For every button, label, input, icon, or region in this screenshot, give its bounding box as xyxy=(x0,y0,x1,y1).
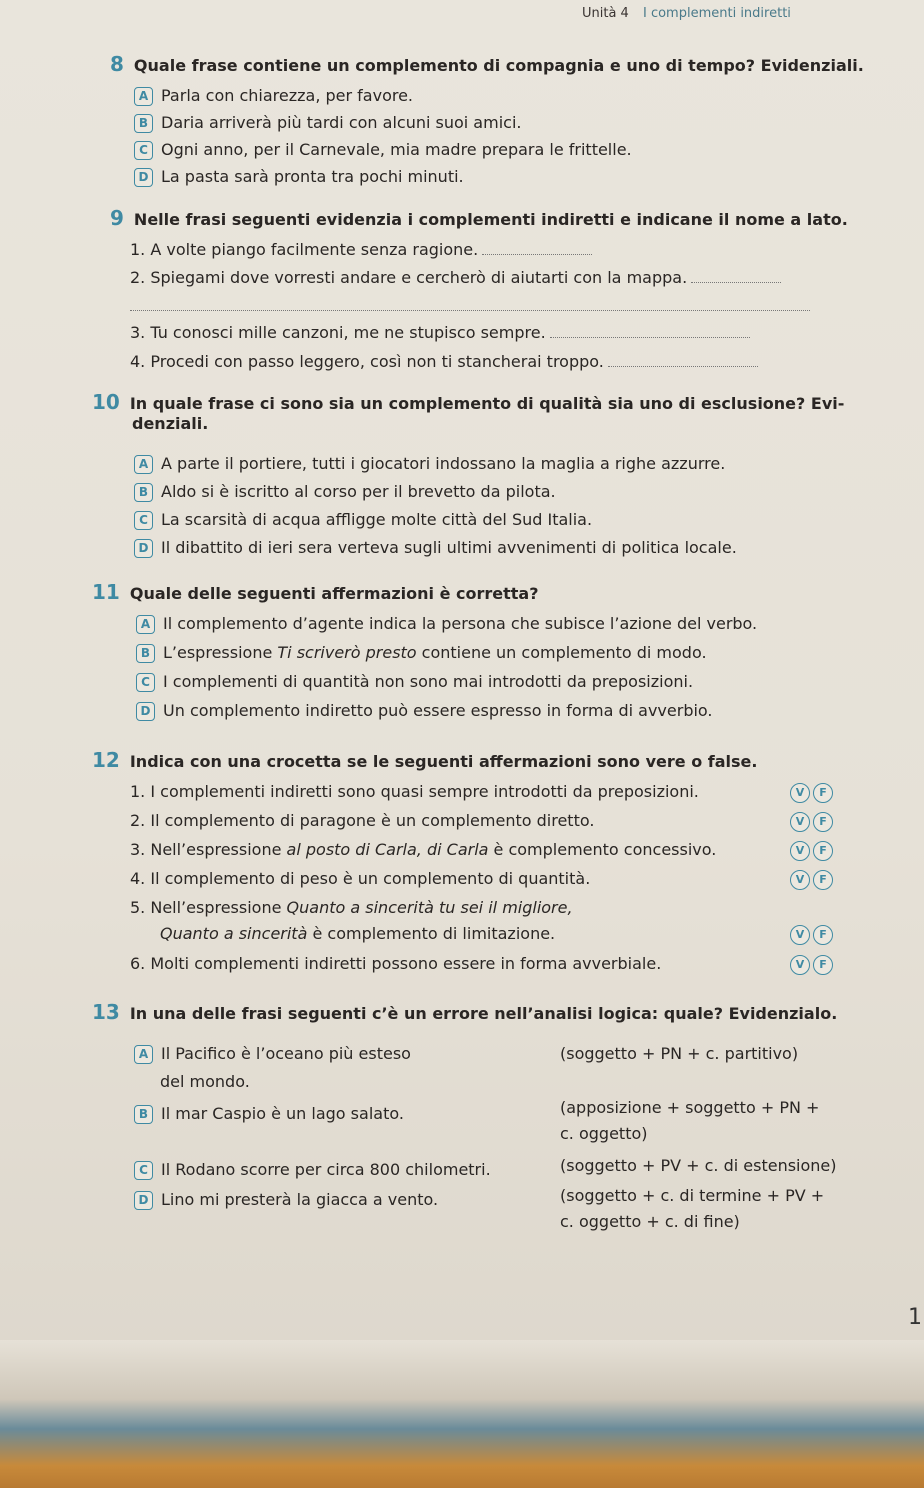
true-option[interactable]: V xyxy=(790,870,810,890)
option-letter: C xyxy=(136,673,155,692)
question-13 xyxy=(92,1000,837,1024)
q13-analysis-d: (soggetto + c. di termine + PV + xyxy=(560,1186,825,1205)
option-text: Un complemento indiretto può essere espresso in forma di avverbio. xyxy=(163,701,713,720)
true-option[interactable]: V xyxy=(790,925,810,945)
question-text: Nelle frasi seguenti evidenzia i complementi indiretti e indicane il nome a lato. xyxy=(133,210,848,229)
option-letter: D xyxy=(136,702,155,721)
q13-analysis-b: (apposizione + soggetto + PN + xyxy=(560,1098,820,1117)
item-text: 3. Tu conosci mille canzoni, me ne stupisco sempre. xyxy=(130,323,546,342)
option-letter: B xyxy=(134,1105,153,1124)
question-number: 10 xyxy=(92,390,120,414)
option-letter: A xyxy=(134,455,153,474)
false-option[interactable]: F xyxy=(813,812,833,832)
true-option[interactable]: V xyxy=(790,955,810,975)
question-10 xyxy=(92,390,844,414)
q12-statement-1: 1. I complementi indiretti sono quasi sempre introdotti da preposizioni. xyxy=(130,782,699,801)
q13-option-a[interactable] xyxy=(134,1044,411,1064)
page-header xyxy=(582,6,791,21)
item-text: 2. Spiegami dove vorresti andare e cercherò di aiutarti con la mappa. xyxy=(130,268,688,287)
option-letter: C xyxy=(134,511,153,530)
false-option[interactable]: F xyxy=(813,841,833,861)
option-text: I complementi di quantità non sono mai introdotti da preposizioni. xyxy=(163,672,694,691)
option-letter: B xyxy=(134,114,153,133)
statement-text: è complemento di limitazione. xyxy=(307,924,556,943)
item-text: 4. Procedi con passo leggero, così non ti stancherai troppo. xyxy=(130,352,604,371)
question-number: 12 xyxy=(92,748,120,772)
option-letter: A xyxy=(136,615,155,634)
vf-choice-3[interactable] xyxy=(790,841,833,861)
option-text: Aldo si è iscritto al corso per il brevetto da pilota. xyxy=(161,482,556,501)
option-text: Ogni anno, per il Carnevale, mia madre prepara le frittelle. xyxy=(161,140,632,159)
question-text: In quale frase ci sono sia un complemento di qualità sia uno di esclusione? Evi- xyxy=(129,394,845,413)
page-number: 1 xyxy=(908,1305,922,1330)
false-option[interactable]: F xyxy=(813,955,833,975)
q13-analysis-a: (soggetto + PN + c. partitivo) xyxy=(560,1044,799,1063)
q12-statement-5-cont xyxy=(160,924,555,943)
q11-option-d[interactable] xyxy=(136,701,713,721)
option-text: Parla con chiarezza, per favore. xyxy=(161,86,414,105)
q13-analysis-b-cont: c. oggetto) xyxy=(560,1124,648,1143)
q8-option-a[interactable] xyxy=(134,86,413,106)
true-option[interactable]: V xyxy=(790,783,810,803)
question-number: 8 xyxy=(110,52,124,76)
option-text: La pasta sarà pronta tra pochi minuti. xyxy=(161,167,464,186)
vf-choice-2[interactable] xyxy=(790,812,833,832)
q9-item-1[interactable] xyxy=(130,240,592,259)
q13-option-d[interactable] xyxy=(134,1190,438,1210)
q8-option-b[interactable] xyxy=(134,113,521,133)
statement-text-italic: Quanto a sincerità tu sei il migliore, xyxy=(286,898,573,917)
option-text: contiene un complemento di modo. xyxy=(416,643,707,662)
q9-item-3[interactable] xyxy=(130,323,750,342)
background-surface xyxy=(0,1340,924,1488)
question-text: Quale delle seguenti affermazioni è corretta? xyxy=(129,584,539,603)
question-text-cont: denziali. xyxy=(132,414,209,433)
vf-choice-5[interactable] xyxy=(790,925,833,945)
vf-choice-6[interactable] xyxy=(790,955,833,975)
q10-option-a[interactable] xyxy=(134,454,725,474)
statement-text: è complemento concessivo. xyxy=(488,840,717,859)
answer-blank[interactable] xyxy=(482,254,592,255)
q8-option-c[interactable] xyxy=(134,140,632,160)
q9-item-2[interactable] xyxy=(130,268,781,287)
statement-text: 5. Nell’espressione xyxy=(130,898,287,917)
option-text: Lino mi presterà la giacca a vento. xyxy=(161,1190,439,1209)
option-text-italic: Ti scriverò presto xyxy=(277,643,417,662)
q13-option-b[interactable] xyxy=(134,1104,404,1124)
q9-item-4[interactable] xyxy=(130,352,758,371)
question-number: 11 xyxy=(92,580,120,604)
option-text: Il Rodano scorre per circa 800 chilometri. xyxy=(161,1160,491,1179)
answer-blank[interactable] xyxy=(691,282,781,283)
option-letter: B xyxy=(134,483,153,502)
q13-option-c[interactable] xyxy=(134,1160,491,1180)
item-text: 1. A volte piango facilmente senza ragione. xyxy=(130,240,479,259)
answer-blank-line[interactable] xyxy=(130,296,810,311)
option-text: Il mar Caspio è un lago salato. xyxy=(161,1104,404,1123)
question-text: Indica con una crocetta se le seguenti affermazioni sono vere o false. xyxy=(129,752,758,771)
q12-statement-3 xyxy=(130,840,716,859)
q12-statement-2: 2. Il complemento di paragone è un complemento diretto. xyxy=(130,811,595,830)
vf-choice-1[interactable] xyxy=(790,783,833,803)
statement-text: 3. Nell’espressione xyxy=(130,840,287,859)
question-8 xyxy=(110,52,864,76)
statement-text-italic: al posto di Carla, di Carla xyxy=(286,840,489,859)
option-text: Il complemento d’agente indica la persona che subisce l’azione del verbo. xyxy=(163,614,758,633)
q11-option-c[interactable] xyxy=(136,672,693,692)
q8-option-d[interactable] xyxy=(134,167,464,187)
vf-choice-4[interactable] xyxy=(790,870,833,890)
q13-option-a-cont: del mondo. xyxy=(160,1072,250,1091)
question-number: 13 xyxy=(92,1000,120,1024)
option-letter: A xyxy=(134,1045,153,1064)
option-text: Il dibattito di ieri sera verteva sugli ultimi avvenimenti di politica locale. xyxy=(161,538,737,557)
q10-option-d[interactable] xyxy=(134,538,737,558)
option-letter: C xyxy=(134,141,153,160)
question-number: 9 xyxy=(110,206,124,230)
option-letter: B xyxy=(136,644,155,663)
option-letter: D xyxy=(134,1191,153,1210)
unit-label: Unità 4 xyxy=(582,6,629,21)
option-text: La scarsità di acqua affligge molte città del Sud Italia. xyxy=(161,510,593,529)
false-option[interactable]: F xyxy=(813,783,833,803)
q13-analysis-d-cont: c. oggetto + c. di fine) xyxy=(560,1212,740,1231)
q11-option-b[interactable] xyxy=(136,643,707,663)
q12-statement-4: 4. Il complemento di peso è un complemento di quantità. xyxy=(130,869,591,888)
statement-text-italic: Quanto a sincerità xyxy=(160,924,308,943)
question-9 xyxy=(110,206,848,230)
answer-blank[interactable] xyxy=(608,366,758,367)
q10-option-c[interactable] xyxy=(134,510,592,530)
question-text: In una delle frasi seguenti c’è un errore nell’analisi logica: quale? Evidenzialo. xyxy=(129,1004,838,1023)
option-text: L’espressione xyxy=(163,643,278,662)
q12-statement-5 xyxy=(130,898,573,917)
option-text: Il Pacifico è l’oceano più esteso xyxy=(161,1044,411,1063)
option-text: A parte il portiere, tutti i giocatori indossano la maglia a righe azzurre. xyxy=(161,454,726,473)
true-option[interactable]: V xyxy=(790,812,810,832)
option-letter: A xyxy=(134,87,153,106)
answer-blank[interactable] xyxy=(550,337,750,338)
option-letter: D xyxy=(134,539,153,558)
q12-statement-6: 6. Molti complementi indiretti possono essere in forma avverbiale. xyxy=(130,954,662,973)
q10-option-b[interactable] xyxy=(134,482,556,502)
option-letter: D xyxy=(134,168,153,187)
false-option[interactable]: F xyxy=(813,925,833,945)
question-12 xyxy=(92,748,757,772)
option-text: Daria arriverà più tardi con alcuni suoi amici. xyxy=(161,113,522,132)
q13-analysis-c: (soggetto + PV + c. di estensione) xyxy=(560,1156,837,1175)
question-text: Quale frase contiene un complemento di compagnia e uno di tempo? Evidenziali. xyxy=(133,56,864,75)
option-letter: C xyxy=(134,1161,153,1180)
question-11 xyxy=(92,580,539,604)
false-option[interactable]: F xyxy=(813,870,833,890)
topic-label: I complementi indiretti xyxy=(642,6,791,21)
true-option[interactable]: V xyxy=(790,841,810,861)
q11-option-a[interactable] xyxy=(136,614,757,634)
